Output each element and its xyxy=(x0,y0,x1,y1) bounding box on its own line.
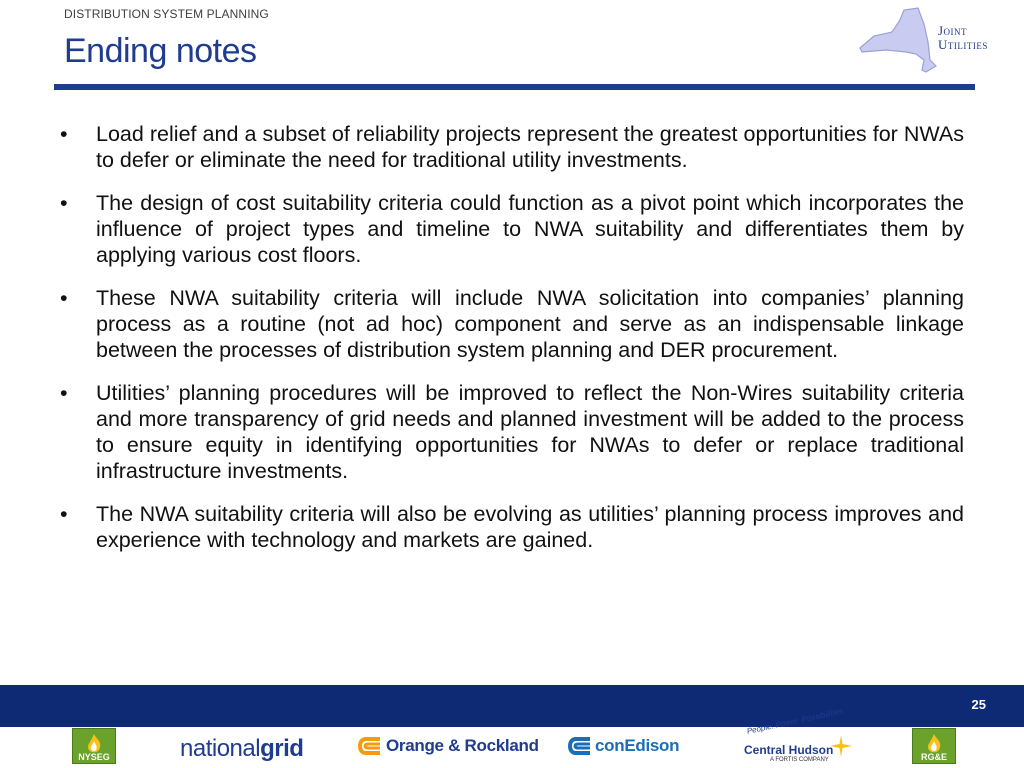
bullet-text: The NWA suitability criteria will also be evolving as utilities’ planning process improves and experience with technology and markets are gained. xyxy=(96,502,964,552)
central-hudson-logo: People. Power. Possibilities. Central Hudson A FORTIS COMPANY xyxy=(740,727,850,767)
bullet-dot: • xyxy=(60,286,68,310)
bullet-text: Load relief and a subset of reliability projects represent the greatest opportunities for NWAs to defer or eliminate the need for traditional utility investments. xyxy=(96,122,964,172)
page-title: Ending notes xyxy=(64,32,257,70)
bullet-list xyxy=(60,121,964,570)
conedison-logo: conEdison xyxy=(568,735,679,757)
orange-rockland-logo: Orange & Rockland xyxy=(358,735,539,757)
bullet-item xyxy=(60,501,964,553)
bullet-text: Utilities’ planning procedures will be improved to reflect the Non-Wires suitability criteria and more transparency of grid needs and planned investment will be added to the process to ensure equity in identifying opportunities for NWAs to defer or replace traditional infrastructure investments. xyxy=(96,381,964,483)
page-number: 25 xyxy=(971,697,986,712)
joint-utilities-logo xyxy=(852,4,1002,82)
header-divider xyxy=(54,84,975,90)
starburst-icon xyxy=(830,735,852,757)
utility-logos-strip xyxy=(0,706,1024,768)
bullet-text: The design of cost suitability criteria could function as a pivot point which incorporates the influence of project types and timeline to NWA suitability and differentiates them by applying various cost floors. xyxy=(96,191,964,267)
rge-logo: RG&E xyxy=(912,728,956,764)
new-york-state-icon xyxy=(852,4,942,82)
bullet-text: These NWA suitability criteria will include NWA solicitation into companies’ planning process as a routine (not ad hoc) component and serve as an indispensable linkage between the processes of distribution system planning and DER procurement. xyxy=(96,286,964,362)
joint-utilities-wordmark: Joint Utilities xyxy=(938,23,988,52)
flame-icon xyxy=(81,732,107,754)
bullet-item xyxy=(60,285,964,363)
conedison-mark-icon xyxy=(568,735,592,757)
flame-icon xyxy=(921,732,947,754)
bullet-item xyxy=(60,190,964,268)
bullet-dot: • xyxy=(60,502,68,526)
bullet-dot: • xyxy=(60,381,68,405)
orange-rockland-mark-icon xyxy=(358,735,382,757)
bullet-dot: • xyxy=(60,191,68,215)
nyseg-logo: NYSEG xyxy=(72,728,116,764)
national-grid-logo: nationalgrid xyxy=(180,735,304,762)
bullet-item xyxy=(60,380,964,484)
bullet-dot: • xyxy=(60,122,68,146)
section-label: DISTRIBUTION SYSTEM PLANNING xyxy=(64,7,269,21)
bullet-item xyxy=(60,121,964,173)
footer-bar xyxy=(0,685,1024,727)
